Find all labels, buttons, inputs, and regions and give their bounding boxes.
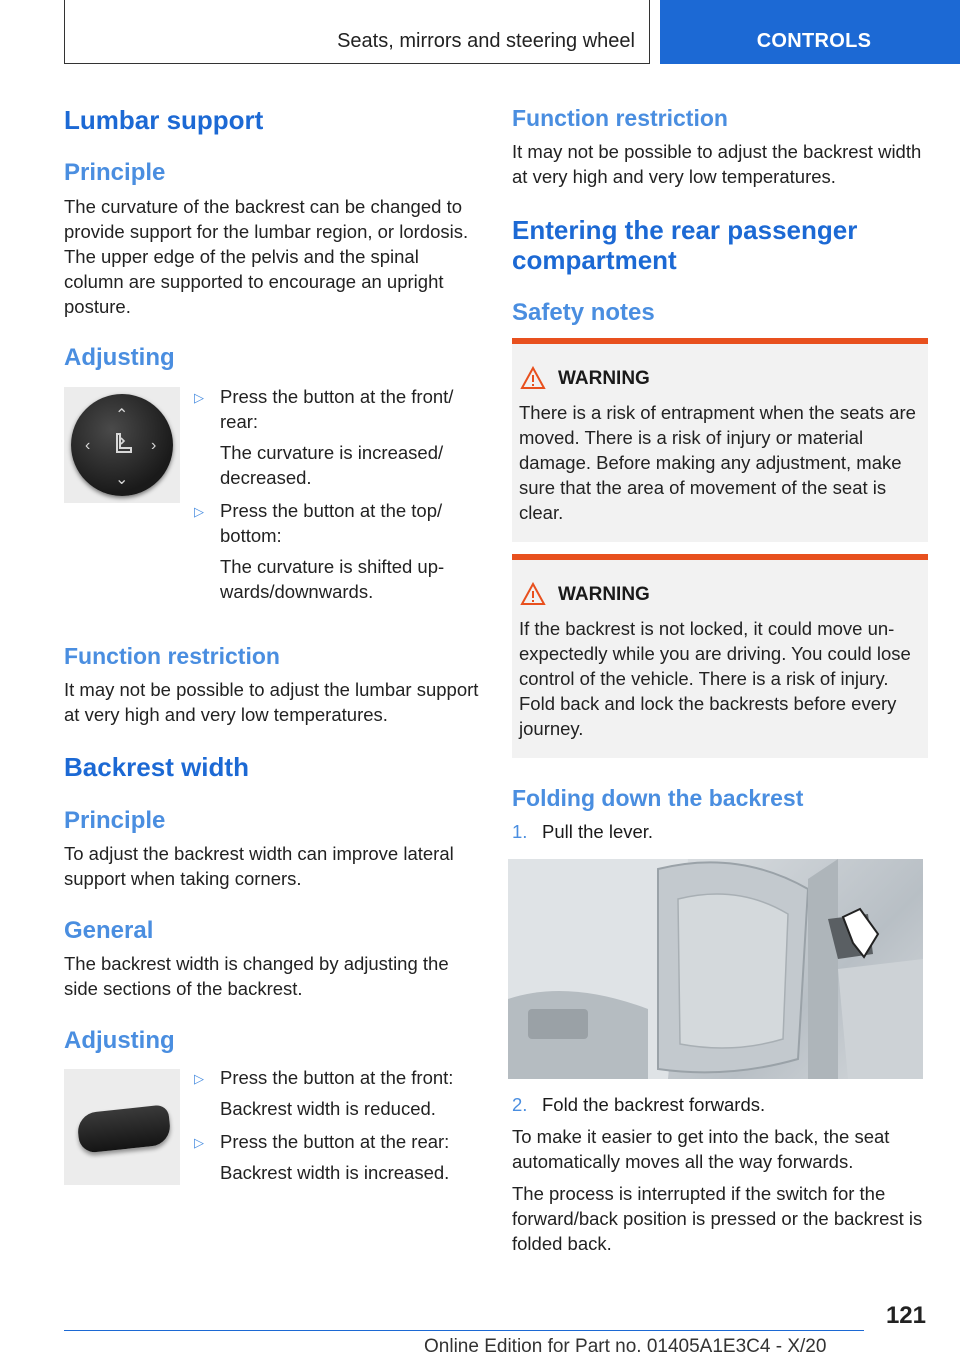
chevron-down-icon: ⌄ [115,471,129,488]
width-steps-list [186,1065,480,1185]
lumbar-knob [71,394,173,496]
section-title: Seats, mirrors and steering wheel [337,30,635,52]
paragraph-auto-forward: To make it easier to get into the back, the seat automatically moves all the way forwards. [512,1126,890,1172]
heading-folding-down: Folding down the backrest [512,785,804,811]
lumbar-steps-list [186,384,480,604]
folding-steps-1 [512,819,928,844]
heading-function-restriction-2: Function restriction [512,105,728,131]
heading-backrest-width: Backrest width [64,752,249,782]
general-text: The backrest width is changed by adjusting the side sections of the backrest. [64,953,449,999]
chapter-tab [660,0,960,64]
list-item: 2. Fold the backrest forwards. [512,1094,766,1115]
seat-photo-illustration [508,859,923,1079]
list-item: ▷ Press the button at the rear: Backrest width is increased. [194,1131,450,1183]
chevron-left-icon: ‹ [85,437,91,454]
heading-function-restriction: Function restriction [64,643,280,669]
warning-box-1: WARNING There is a risk of entrapment when the seats are moved. There is a risk of injury or material damage. Before making any adjustment, make sure that the area of movement of the seat is clear. [512,338,928,542]
triangle-bullet-icon: ▷ [194,504,204,519]
footer-divider [64,1330,864,1331]
triangle-bullet-icon: ▷ [194,1135,204,1150]
heading-general: General [64,917,154,944]
list-item: ▷ Press the button at the front: Backrest width is reduced. [194,1067,454,1119]
heading-adjusting-2: Adjusting [64,1027,175,1054]
page-number: 121 [885,1302,926,1329]
heading-adjusting: Adjusting [64,344,175,371]
warning-text-2: If the backrest is not locked, it could move unexpectedly while you are driving. You could lose control of the vehicle. There is a risk of injury. Fold back and lock the backrests before every journey. [519,618,911,739]
chevron-up-icon: ⌃ [115,407,129,424]
list-item: ▷ Press the button at the front/ rear: The curvature is increased/ decreased. [194,386,454,488]
page-header [0,0,960,66]
footer-edition: Online Edition for Part no. 01405A1E3C4 - X/20 [424,1336,827,1357]
triangle-bullet-icon: ▷ [194,1071,204,1086]
list-item: 1. Pull the lever. [512,821,654,842]
seat-icon [111,432,135,458]
chapter-title: CONTROLS [756,30,872,52]
list-item: ▷ Press the button at the top/ bottom: The curvature is shifted upwards/downwards. [194,500,445,602]
heading-principle-2: Principle [64,807,166,834]
function-restriction-text: It may not be possible to adjust the lumbar support at very high and very low temperatures. [64,679,479,725]
heading-lumbar-support: Lumbar support [64,105,264,135]
warning-triangle-icon [520,366,546,390]
heading-principle: Principle [64,159,166,186]
principle-text: The curvature of the backrest can be changed to provide support for the lumbar region, or lordosis. The upper edge of the pelvis and the spinal column are supported to encourage an upright posture. [64,196,469,317]
lumbar-control-image [64,387,180,503]
section-tab [64,0,650,64]
warning-triangle-icon [520,582,546,606]
backrest-lever-photo [508,859,923,1079]
backrest-width-switch [76,1104,172,1153]
triangle-bullet-icon: ▷ [194,390,204,405]
heading-safety-notes: Safety notes [512,299,655,326]
warning-text-1: There is a risk of entrapment when the seats are moved. There is a risk of injury or material damage. Before making any adjustment, make sure that the area of movement of the seat is clear. [519,402,916,523]
chevron-right-icon: › [151,437,157,454]
heading-entering-rear: Entering the rear passenger compartment [512,215,858,275]
backrest-width-control-image [64,1069,180,1185]
folding-steps-2 [512,1092,928,1117]
paragraph-interrupted: The process is interrupted if the switch for the forward/back position is pressed or the backrest is folded back. [512,1183,923,1254]
principle-2-text: To adjust the backrest width can improve lateral support when taking corners. [64,843,454,889]
warning-box-2: WARNING If the backrest is not locked, it could move unexpectedly while you are driving. You could lose control of the vehicle. There is a risk of injury. Fold back and lock the backrests before every journey. [512,554,928,758]
function-restriction-2-text: It may not be possible to adjust the backrest width at very high and very low temperatures. [512,141,922,187]
